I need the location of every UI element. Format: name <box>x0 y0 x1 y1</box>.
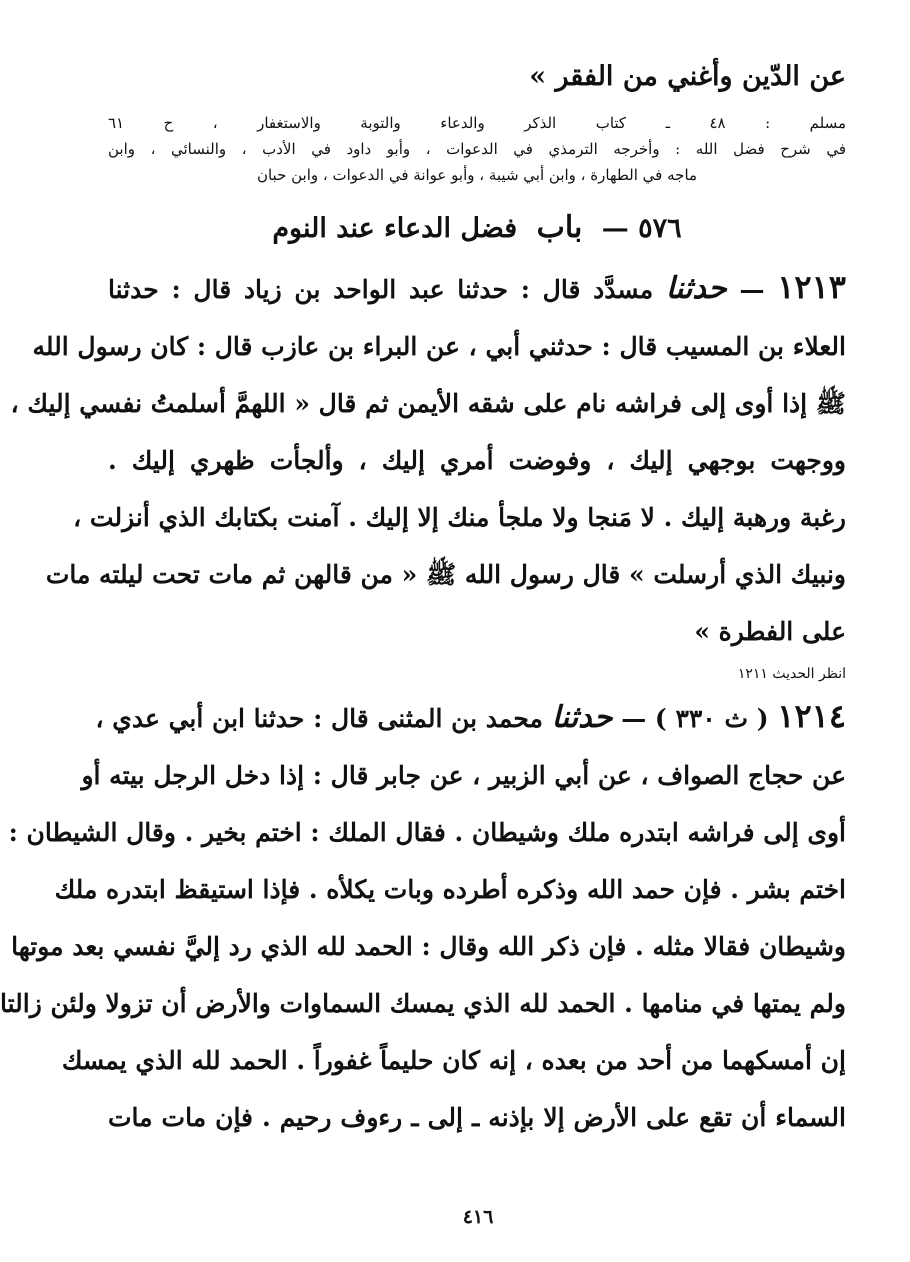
hadith-line: وشيطان فقالا مثله . فإن ذكر الله وقال : الحمد لله الذي رد إليَّ نفسي بعد موتها <box>11 932 846 961</box>
hadith-first-line <box>95 688 846 747</box>
hadith-line: السماء أن تقع على الأرض إلا بإذنه ـ إلى ـ رءوف رحيم . فإن مات مات <box>108 1103 846 1132</box>
hadith-line: اختم بشر . فإن حمد الله وذكره أطرده وبات يكلأه . فإذا استيقظ ابتدره ملك <box>54 875 846 904</box>
hadith-line: على الفطرة » <box>694 617 846 646</box>
cross-reference: انظر الحديث ١٢١١ <box>737 666 846 682</box>
hadith-line: إن أمسكهما من أحد من بعده ، إنه كان حليماً غفوراً . الحمد لله الذي يمسك <box>61 1046 846 1075</box>
chapter-word: باب <box>536 210 583 245</box>
hadith-number: ١٢١٤ <box>777 697 846 735</box>
carry-over-line: عن الدّين وأغني من الفقر » <box>529 61 846 92</box>
chapter-title: فضل الدعاء عند النوم <box>272 213 518 244</box>
hadith-text: مسدَّد قال : حدثنا عبد الواحد بن زياد قال : حدثنا <box>108 275 654 304</box>
footnote-line: في شرح فضل الله : وأخرجه الترمذي في الدعوات ، وأبو داود في الأدب ، والنسائي ، وابن <box>108 140 846 158</box>
footnote-line: ماجه في الطهارة ، وابن أبي شيبة ، وأبو عوانة في الدعوات ، وابن حبان <box>256 166 698 184</box>
chapter-number: ٥٧٦ <box>638 213 682 244</box>
hadith-dash: — <box>739 275 765 304</box>
hadith-line: رغبة ورهبة إليك . لا مَنجا ولا ملجأ منك إلا إليك . آمنت بكتابك الذي أنزلت ، <box>73 503 846 532</box>
hadith-line: أوى إلى فراشه ابتدره ملك وشيطان . فقال الملك : اختم بخير . وقال الشيطان : <box>8 818 846 847</box>
hadith-line: ونبيك الذي أرسلت » قال رسول الله ﷺ « من قالهن ثم مات تحت ليلته مات <box>45 560 846 589</box>
hadith-reference: ( ث ٣٣٠ ) <box>654 704 769 733</box>
page-body <box>0 52 846 1146</box>
hadith-line: عن حجاج الصواف ، عن أبي الزبير ، عن جابر قال : إذا دخل الرجل بيته أو <box>81 761 846 790</box>
hadith-1214 <box>0 688 846 1146</box>
hadith-line: العلاء بن المسيب قال : حدثني أبي ، عن البراء بن عازب قال : كان رسول الله <box>32 332 846 361</box>
hadith-1213 <box>10 259 846 660</box>
hadith-line: ﷺ إذا أوى إلى فراشه نام على شقه الأيمن ثم قال « اللهمَّ أسلمتُ نفسي إليك ، <box>10 389 846 418</box>
hadith-line: ووجهت بوجهي إليك ، وفوضت أمري إليك ، وألجأت ظهري إليك . <box>108 446 846 475</box>
hadith-number: ١٢١٣ <box>777 268 846 306</box>
hadith-first-line <box>108 259 846 318</box>
footnote <box>108 110 846 188</box>
haddathana-word: حدثنا <box>665 271 727 306</box>
hadith-line: ولم يمتها في منامها . الحمد لله الذي يمسك السماوات والأرض أن تزولا ولئن زالتا <box>0 989 846 1018</box>
hadith-text: محمد بن المثنى قال : حدثنا ابن أبي عدي ، <box>95 704 543 733</box>
chapter-heading <box>108 198 846 259</box>
hadith-dash: — <box>621 704 647 733</box>
footnote-line: مسلم : ٤٨ ـ كتاب الذكر والدعاء والتوبة والاستغفار ، ح ٦١ <box>108 114 846 132</box>
chapter-dash: — <box>601 213 629 244</box>
page-number: ٤١٦ <box>462 1206 494 1228</box>
haddathana-word: حدثنا <box>551 700 613 735</box>
